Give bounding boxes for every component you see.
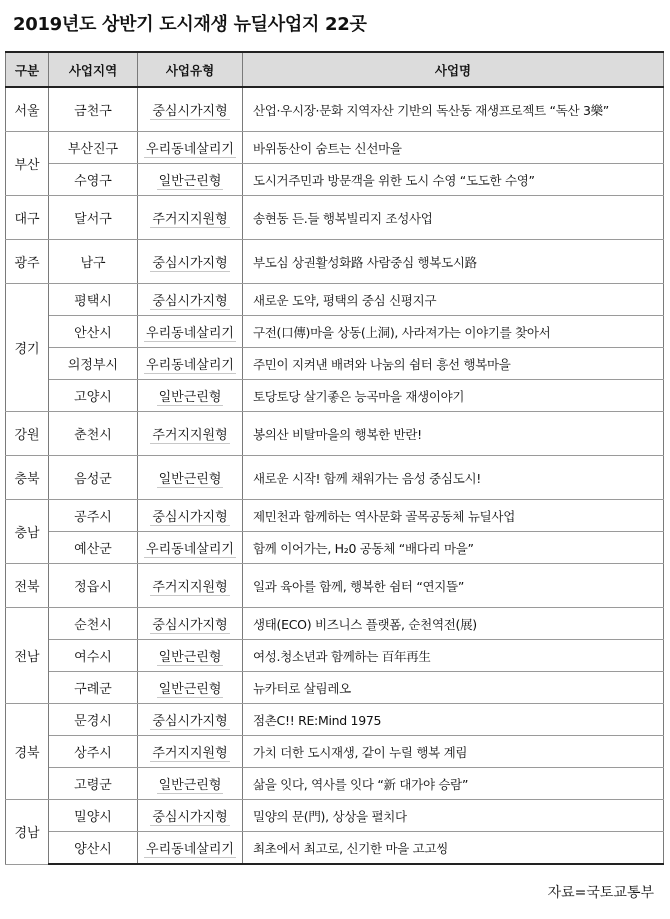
type-label: 중심시가지형 — [150, 806, 229, 826]
district-cell: 의정부시 — [49, 348, 138, 380]
table-row — [6, 608, 664, 640]
project-name-cell: 봉의산 비탈마을의 행복한 반란! — [243, 412, 664, 456]
header-type: 사업유형 — [138, 52, 243, 87]
type-label: 중심시가지형 — [150, 710, 229, 730]
type-label: 일반근린형 — [157, 774, 224, 794]
table-row — [6, 768, 664, 800]
type-label: 주거지지원형 — [150, 424, 229, 444]
district-cell: 정읍시 — [49, 564, 138, 608]
type-cell — [138, 132, 243, 164]
table-row — [6, 348, 664, 380]
project-name-cell: 산업·우시장·문화 지역자산 기반의 독산동 재생프로젝트 “독산 3樂” — [243, 87, 664, 132]
region-cell: 대구 — [6, 196, 49, 240]
district-cell: 수영구 — [49, 164, 138, 196]
table-row — [6, 832, 664, 865]
type-cell — [138, 456, 243, 500]
region-cell: 경북 — [6, 704, 49, 800]
type-cell — [138, 704, 243, 736]
project-table — [5, 51, 664, 865]
region-cell: 서울 — [6, 87, 49, 132]
type-cell — [138, 640, 243, 672]
project-name-cell: 뉴카터로 살림레오 — [243, 672, 664, 704]
table-row — [6, 800, 664, 832]
type-label: 우리동네살리기 — [144, 138, 236, 158]
table-row — [6, 412, 664, 456]
project-name-cell: 부도심 상권활성화路 사람중심 행복도시路 — [243, 240, 664, 284]
district-cell: 평택시 — [49, 284, 138, 316]
type-cell — [138, 564, 243, 608]
table-row — [6, 640, 664, 672]
table-header-row — [6, 52, 664, 87]
type-cell — [138, 380, 243, 412]
project-name-cell: 가치 더한 도시재생, 같이 누릴 행복 계림 — [243, 736, 664, 768]
type-cell — [138, 736, 243, 768]
region-cell: 부산 — [6, 132, 49, 196]
project-name-cell: 바위동산이 숨트는 신선마을 — [243, 132, 664, 164]
region-cell: 경기 — [6, 284, 49, 412]
project-name-cell: 송현동 든.들 행복빌리지 조성사업 — [243, 196, 664, 240]
project-name-cell: 도시거주민과 방문객을 위한 도시 수영 “도도한 수영” — [243, 164, 664, 196]
region-cell: 경남 — [6, 800, 49, 865]
header-district: 사업지역 — [49, 52, 138, 87]
type-cell — [138, 196, 243, 240]
district-cell: 순천시 — [49, 608, 138, 640]
district-cell: 여수시 — [49, 640, 138, 672]
type-cell — [138, 608, 243, 640]
table-row — [6, 164, 664, 196]
project-name-cell: 토당토당 살기좋은 능곡마을 재생이야기 — [243, 380, 664, 412]
project-name-cell: 새로운 시작! 함께 채워가는 음성 중심도시! — [243, 456, 664, 500]
table-row — [6, 316, 664, 348]
project-name-cell: 주민이 지켜낸 배려와 나눔의 쉼터 흥선 행복마을 — [243, 348, 664, 380]
header-category: 구분 — [6, 52, 49, 87]
district-cell: 구례군 — [49, 672, 138, 704]
project-name-cell: 생태(ECO) 비즈니스 플랫폼, 순천역전(展) — [243, 608, 664, 640]
type-cell — [138, 768, 243, 800]
type-label: 일반근린형 — [157, 170, 224, 190]
region-cell: 전남 — [6, 608, 49, 704]
district-cell: 밀양시 — [49, 800, 138, 832]
type-label: 일반근린형 — [157, 646, 224, 666]
district-cell: 문경시 — [49, 704, 138, 736]
type-label: 주거지지원형 — [150, 742, 229, 762]
type-cell — [138, 672, 243, 704]
region-cell: 전북 — [6, 564, 49, 608]
district-cell: 음성군 — [49, 456, 138, 500]
district-cell: 춘천시 — [49, 412, 138, 456]
type-label: 우리동네살리기 — [144, 354, 236, 374]
table-row — [6, 564, 664, 608]
district-cell: 달서구 — [49, 196, 138, 240]
source-note: 자료=국토교통부 — [547, 885, 654, 901]
type-cell — [138, 500, 243, 532]
type-cell — [138, 800, 243, 832]
type-cell — [138, 412, 243, 456]
type-label: 중심시가지형 — [150, 614, 229, 634]
district-cell: 공주시 — [49, 500, 138, 532]
district-cell: 예산군 — [49, 532, 138, 564]
table-row — [6, 132, 664, 164]
district-cell: 양산시 — [49, 832, 138, 865]
district-cell: 고령군 — [49, 768, 138, 800]
district-cell: 금천구 — [49, 87, 138, 132]
region-cell: 충남 — [6, 500, 49, 564]
type-cell — [138, 316, 243, 348]
district-cell: 안산시 — [49, 316, 138, 348]
table-row — [6, 736, 664, 768]
header-project-name: 사업명 — [243, 52, 664, 87]
document-title: 2019년도 상반기 도시재생 뉴딜사업지 22곳 — [13, 14, 367, 35]
type-label: 주거지지원형 — [150, 576, 229, 596]
project-name-cell: 함께 이어가는, H₂0 공동체 “배다리 마을” — [243, 532, 664, 564]
table-row — [6, 380, 664, 412]
region-cell: 충북 — [6, 456, 49, 500]
type-label: 중심시가지형 — [150, 506, 229, 526]
type-label: 우리동네살리기 — [144, 538, 236, 558]
project-name-cell: 여성.청소년과 함께하는 百年再生 — [243, 640, 664, 672]
table-row — [6, 704, 664, 736]
table-row — [6, 532, 664, 564]
district-cell: 부산진구 — [49, 132, 138, 164]
project-name-cell: 구전(口傳)마을 상동(上洞), 사라져가는 이야기를 찾아서 — [243, 316, 664, 348]
type-label: 중심시가지형 — [150, 252, 229, 272]
table-body — [6, 87, 664, 864]
type-label: 중심시가지형 — [150, 100, 229, 120]
project-name-cell: 최초에서 최고로, 신기한 마을 고고씽 — [243, 832, 664, 865]
table-row — [6, 196, 664, 240]
district-cell: 고양시 — [49, 380, 138, 412]
type-label: 중심시가지형 — [150, 290, 229, 310]
project-name-cell: 제민천과 함께하는 역사문화 골목공동체 뉴딜사업 — [243, 500, 664, 532]
type-cell — [138, 348, 243, 380]
project-name-cell: 밀양의 문(門), 상상을 펼치다 — [243, 800, 664, 832]
type-cell — [138, 832, 243, 865]
type-label: 주거지지원형 — [150, 208, 229, 228]
table-row — [6, 672, 664, 704]
table-row — [6, 240, 664, 284]
district-cell: 상주시 — [49, 736, 138, 768]
project-name-cell: 일과 육아를 함께, 행복한 쉼터 “연지뜰” — [243, 564, 664, 608]
project-name-cell: 새로운 도약, 평택의 중심 신평지구 — [243, 284, 664, 316]
type-label: 우리동네살리기 — [144, 838, 236, 858]
region-cell: 광주 — [6, 240, 49, 284]
type-cell — [138, 164, 243, 196]
table-row — [6, 284, 664, 316]
type-cell — [138, 240, 243, 284]
table-row — [6, 456, 664, 500]
project-name-cell: 삶을 잇다, 역사를 잇다 “新 대가야 승람” — [243, 768, 664, 800]
table-row — [6, 500, 664, 532]
table-row — [6, 87, 664, 132]
project-name-cell: 점촌C!! RE:Mind 1975 — [243, 704, 664, 736]
type-label: 우리동네살리기 — [144, 322, 236, 342]
type-label: 일반근린형 — [157, 468, 224, 488]
type-label: 일반근린형 — [157, 386, 224, 406]
district-cell: 남구 — [49, 240, 138, 284]
type-cell — [138, 87, 243, 132]
type-cell — [138, 284, 243, 316]
type-cell — [138, 532, 243, 564]
type-label: 일반근린형 — [157, 678, 224, 698]
region-cell: 강원 — [6, 412, 49, 456]
